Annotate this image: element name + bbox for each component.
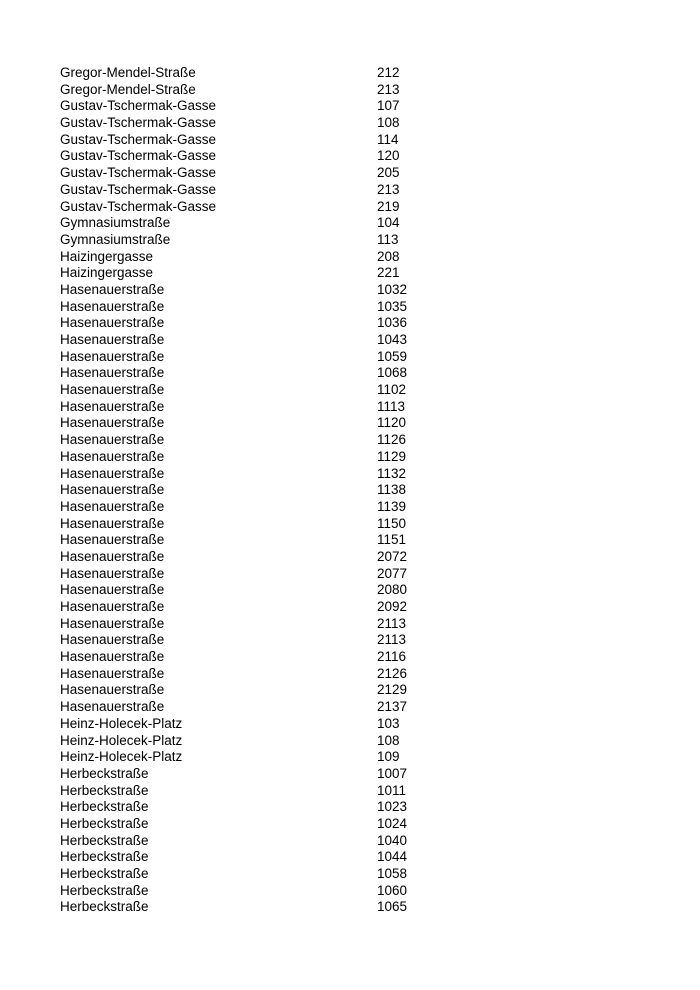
house-number-cell: 104 [377, 215, 400, 231]
table-row [60, 616, 480, 633]
street-name-cell: Herbeckstraße [60, 899, 149, 915]
table-row [60, 649, 480, 666]
table-row [60, 98, 480, 115]
table-row [60, 783, 480, 800]
table-row [60, 566, 480, 583]
house-number-cell: 1126 [377, 432, 407, 448]
street-name-cell: Hasenauerstraße [60, 415, 165, 431]
table-row [60, 749, 480, 766]
house-number-cell: 2137 [377, 699, 408, 715]
table-row [60, 733, 480, 750]
table-row [60, 182, 480, 199]
house-number-cell: 1035 [377, 298, 408, 314]
table-row [60, 632, 480, 649]
house-number-cell: 1023 [377, 799, 408, 815]
house-number-cell: 120 [377, 148, 400, 164]
street-name-cell: Hasenauerstraße [60, 432, 165, 448]
house-number-cell: 107 [377, 98, 400, 114]
table-row [60, 399, 480, 416]
street-name-cell: Gustav-Tschermak-Gasse [60, 148, 217, 164]
house-number-cell: 1139 [377, 498, 407, 514]
house-number-cell: 1129 [377, 448, 407, 464]
table-row [60, 466, 480, 483]
street-name-cell: Gustav-Tschermak-Gasse [60, 181, 217, 197]
street-name-cell: Hasenauerstraße [60, 632, 165, 648]
table-row [60, 549, 480, 566]
table-row [60, 716, 480, 733]
street-name-cell: Gustav-Tschermak-Gasse [60, 165, 217, 181]
house-number-cell: 1113 [377, 398, 406, 414]
street-name-cell: Herbeckstraße [60, 765, 149, 781]
house-number-cell: 213 [377, 81, 400, 97]
table-row [60, 833, 480, 850]
house-number-cell: 1059 [377, 348, 408, 364]
street-name-cell: Herbeckstraße [60, 866, 149, 881]
table-row [60, 766, 480, 783]
table-row [60, 315, 480, 332]
table-row [60, 232, 480, 249]
table-row [60, 148, 480, 165]
street-name-cell: Hasenauerstraße [60, 548, 165, 564]
street-name-cell: Herbeckstraße [60, 815, 149, 831]
table-row [60, 332, 480, 349]
street-name-cell: Heinz-Holecek-Platz [60, 715, 183, 731]
house-number-cell: 2092 [377, 599, 408, 614]
table-row [60, 682, 480, 699]
table-row [60, 282, 480, 299]
table-row [60, 365, 480, 382]
house-number-cell: 114 [377, 131, 399, 147]
house-number-cell: 221 [377, 265, 400, 281]
house-number-cell: 212 [377, 65, 400, 80]
street-name-cell: Heinz-Holecek-Platz [60, 732, 183, 748]
house-number-cell: 219 [377, 198, 400, 214]
house-number-cell: 113 [377, 231, 399, 247]
street-name-cell: Haizingergasse [60, 265, 154, 281]
street-name-cell: Gymnasiumstraße [60, 215, 171, 231]
house-number-cell: 1043 [377, 332, 408, 347]
street-name-cell: Hasenauerstraße [60, 665, 165, 681]
table-row [60, 516, 480, 533]
table-row [60, 666, 480, 683]
house-number-cell: 1068 [377, 365, 408, 381]
street-name-cell: Gustav-Tschermak-Gasse [60, 115, 217, 131]
street-name-cell: Hasenauerstraße [60, 332, 165, 347]
street-name-cell: Hasenauerstraße [60, 565, 165, 581]
address-table [60, 65, 480, 916]
street-name-cell: Hasenauerstraße [60, 298, 165, 314]
table-row [60, 899, 480, 916]
house-number-cell: 1040 [377, 832, 408, 848]
house-number-cell: 1065 [377, 899, 408, 915]
street-name-cell: Hasenauerstraße [60, 682, 165, 698]
house-number-cell: 1007 [377, 765, 408, 781]
house-number-cell: 1102 [377, 382, 407, 398]
house-number-cell: 1032 [377, 281, 408, 297]
street-name-cell: Gustav-Tschermak-Gasse [60, 98, 217, 114]
street-name-cell: Hasenauerstraße [60, 448, 165, 464]
house-number-cell: 1044 [377, 849, 408, 865]
street-name-cell: Haizingergasse [60, 248, 154, 264]
house-number-cell: 1058 [377, 866, 408, 881]
house-number-cell: 205 [377, 165, 400, 181]
street-name-cell: Heinz-Holecek-Platz [60, 749, 183, 765]
house-number-cell: 2113 [377, 632, 407, 648]
table-row [60, 415, 480, 432]
street-name-cell: Hasenauerstraße [60, 699, 165, 715]
table-row [60, 883, 480, 900]
table-row [60, 699, 480, 716]
house-number-cell: 108 [377, 732, 400, 748]
table-row [60, 432, 480, 449]
table-row [60, 199, 480, 216]
table-row [60, 799, 480, 816]
house-number-cell: 1024 [377, 815, 408, 831]
table-row [60, 82, 480, 99]
table-row [60, 265, 480, 282]
street-name-cell: Herbeckstraße [60, 882, 149, 898]
street-name-cell: Herbeckstraße [60, 782, 149, 798]
street-name-cell: Herbeckstraße [60, 832, 149, 848]
street-name-cell: Hasenauerstraße [60, 615, 165, 631]
house-number-cell: 1011 [377, 782, 407, 798]
table-row [60, 165, 480, 182]
table-row [60, 249, 480, 266]
street-name-cell: Hasenauerstraße [60, 649, 165, 665]
street-name-cell: Hasenauerstraße [60, 315, 165, 331]
street-name-cell: Hasenauerstraße [60, 348, 165, 364]
street-name-cell: Hasenauerstraße [60, 498, 165, 514]
house-number-cell: 2080 [377, 582, 408, 598]
table-row [60, 132, 480, 149]
house-number-cell: 213 [377, 181, 400, 197]
house-number-cell: 208 [377, 248, 400, 264]
house-number-cell: 2072 [377, 548, 408, 564]
table-row [60, 299, 480, 316]
house-number-cell: 108 [377, 115, 400, 131]
table-row [60, 866, 480, 883]
street-name-cell: Hasenauerstraße [60, 582, 165, 598]
house-number-cell: 1132 [377, 465, 407, 481]
house-number-cell: 1036 [377, 315, 408, 331]
table-row [60, 382, 480, 399]
house-number-cell: 2126 [377, 665, 408, 681]
table-row [60, 65, 480, 82]
house-number-cell: 2116 [377, 649, 407, 665]
street-name-cell: Hasenauerstraße [60, 515, 165, 531]
house-number-cell: 1150 [377, 515, 407, 531]
house-number-cell: 1120 [377, 415, 407, 431]
table-row [60, 449, 480, 466]
house-number-cell: 103 [377, 715, 400, 731]
street-name-cell: Herbeckstraße [60, 799, 149, 815]
table-row [60, 532, 480, 549]
house-number-cell: 2129 [377, 682, 408, 698]
table-row [60, 849, 480, 866]
house-number-cell: 109 [377, 749, 400, 765]
table-row [60, 499, 480, 516]
house-number-cell: 2113 [377, 615, 407, 631]
street-name-cell: Gregor-Mendel-Straße [60, 65, 196, 80]
street-name-cell: Gregor-Mendel-Straße [60, 81, 196, 97]
street-name-cell: Gustav-Tschermak-Gasse [60, 131, 217, 147]
house-number-cell: 1060 [377, 882, 408, 898]
house-number-cell: 1138 [377, 482, 407, 498]
table-row [60, 816, 480, 833]
street-name-cell: Gymnasiumstraße [60, 231, 171, 247]
street-name-cell: Hasenauerstraße [60, 599, 165, 614]
table-row [60, 482, 480, 499]
table-row [60, 349, 480, 366]
street-name-cell: Hasenauerstraße [60, 482, 165, 498]
table-row [60, 115, 480, 132]
table-row [60, 582, 480, 599]
street-name-cell: Hasenauerstraße [60, 382, 165, 398]
street-name-cell: Gustav-Tschermak-Gasse [60, 198, 217, 214]
house-number-cell: 2077 [377, 565, 408, 581]
street-name-cell: Herbeckstraße [60, 849, 149, 865]
house-number-cell: 1151 [377, 532, 407, 548]
street-name-cell: Hasenauerstraße [60, 465, 165, 481]
street-name-cell: Hasenauerstraße [60, 532, 165, 548]
street-name-cell: Hasenauerstraße [60, 281, 165, 297]
street-name-cell: Hasenauerstraße [60, 398, 165, 414]
table-row [60, 215, 480, 232]
street-name-cell: Hasenauerstraße [60, 365, 165, 381]
table-row [60, 599, 480, 616]
